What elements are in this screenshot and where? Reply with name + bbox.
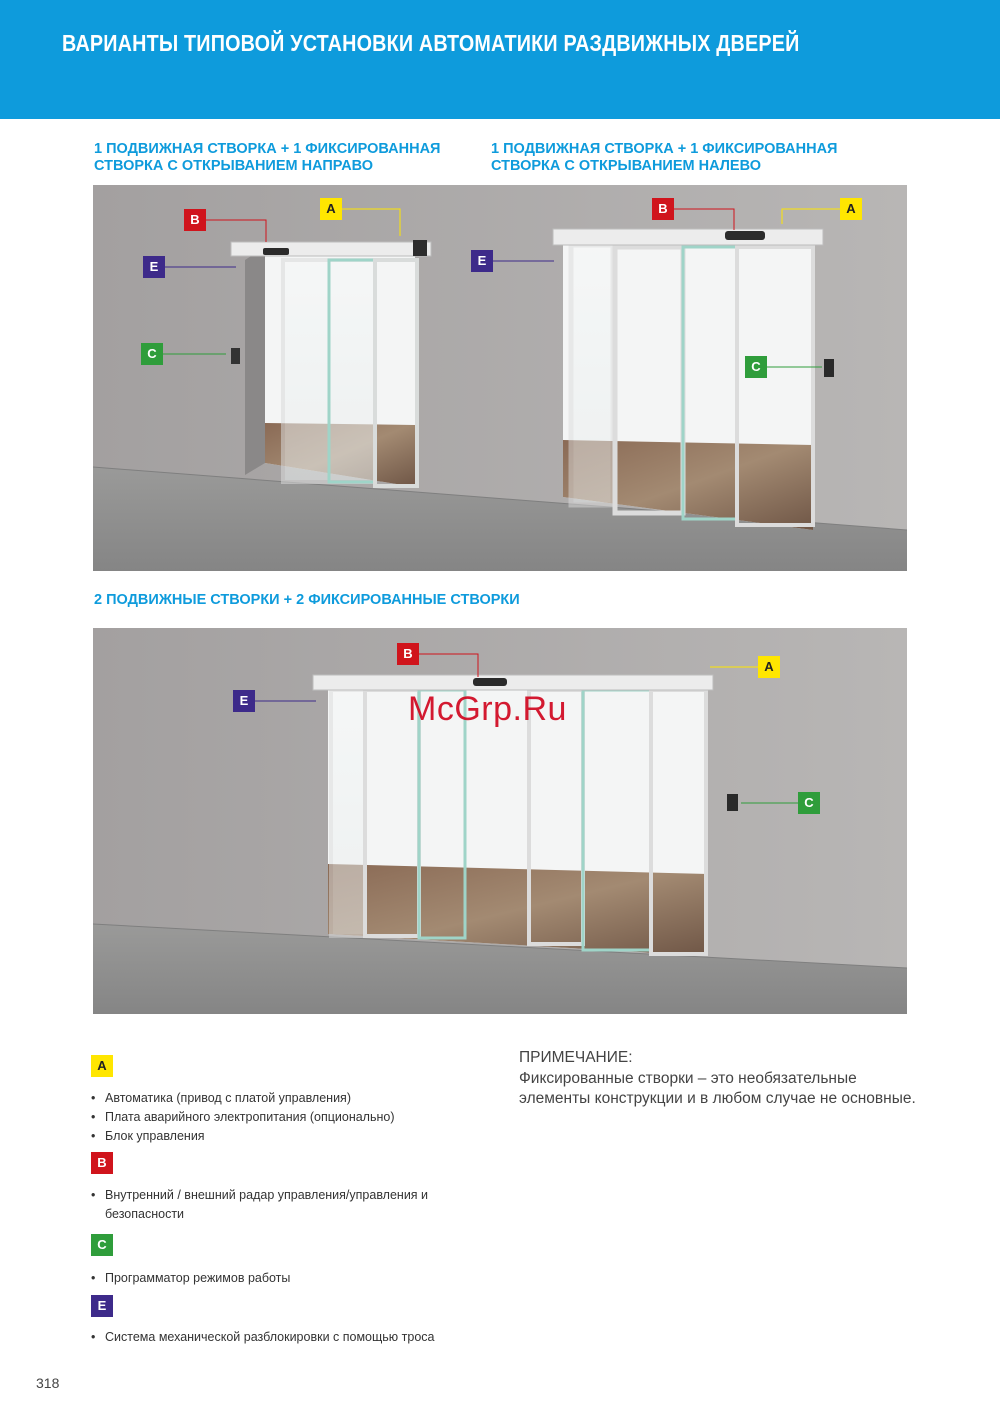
legend-list-e — [91, 1328, 491, 1347]
section-title-right: 1 ПОДВИЖНАЯ СТВОРКА + 1 ФИКСИРОВАННАЯ СТВОРКА С ОТКРЫВАНИЕМ НАПРАВО — [94, 141, 441, 174]
note — [519, 1048, 919, 1110]
note-title: ПРИМЕЧАНИЕ: — [519, 1049, 633, 1066]
tag-e-double: E — [233, 690, 255, 712]
legend-tag-b: B — [91, 1152, 113, 1174]
legend-list-c — [91, 1269, 491, 1288]
page-number: 318 — [36, 1375, 60, 1391]
legend-tag-a: A — [91, 1055, 113, 1077]
section-title-left: 1 ПОДВИЖНАЯ СТВОРКА + 1 ФИКСИРОВАННАЯ СТВОРКА С ОТКРЫВАНИЕМ НАЛЕВО — [491, 141, 838, 174]
tag-b-left: B — [652, 198, 674, 220]
list-item: • Внутренний / внешний радар управления/управления и безопасности — [91, 1186, 471, 1224]
list-item: • Программатор режимов работы — [91, 1269, 491, 1288]
tag-c-double: C — [798, 792, 820, 814]
list-item: • Плата аварийного электропитания (опционально) — [91, 1108, 491, 1127]
list-item: • Система механической разблокировки с помощью троса — [91, 1328, 491, 1347]
tag-e-right: E — [143, 256, 165, 278]
legend-tag-e: E — [91, 1295, 113, 1317]
list-item: • Автоматика (привод с платой управления) — [91, 1089, 491, 1108]
list-item: • Блок управления — [91, 1127, 491, 1146]
tag-a-left: A — [840, 198, 862, 220]
legend-list-b — [91, 1186, 471, 1224]
tag-a-double: A — [758, 656, 780, 678]
tag-a-right: A — [320, 198, 342, 220]
tag-e-left: E — [471, 250, 493, 272]
tag-b-double: B — [397, 643, 419, 665]
section-title-double: 2 ПОДВИЖНЫЕ СТВОРКИ + 2 ФИКСИРОВАННЫЕ СТВОРКИ — [94, 592, 520, 608]
tag-b-right: B — [184, 209, 206, 231]
legend-tag-c: C — [91, 1234, 113, 1256]
tag-c-left: C — [745, 356, 767, 378]
page-title: ВАРИАНТЫ ТИПОВОЙ УСТАНОВКИ АВТОМАТИКИ РАЗДВИЖНЫХ ДВЕРЕЙ — [62, 30, 800, 56]
note-text: Фиксированные створки – это необязательные элементы конструкции и в любом случае не основные. — [519, 1069, 916, 1107]
watermark: McGrp.Ru — [408, 690, 567, 728]
legend-list-a — [91, 1089, 491, 1146]
tag-c-right: C — [141, 343, 163, 365]
